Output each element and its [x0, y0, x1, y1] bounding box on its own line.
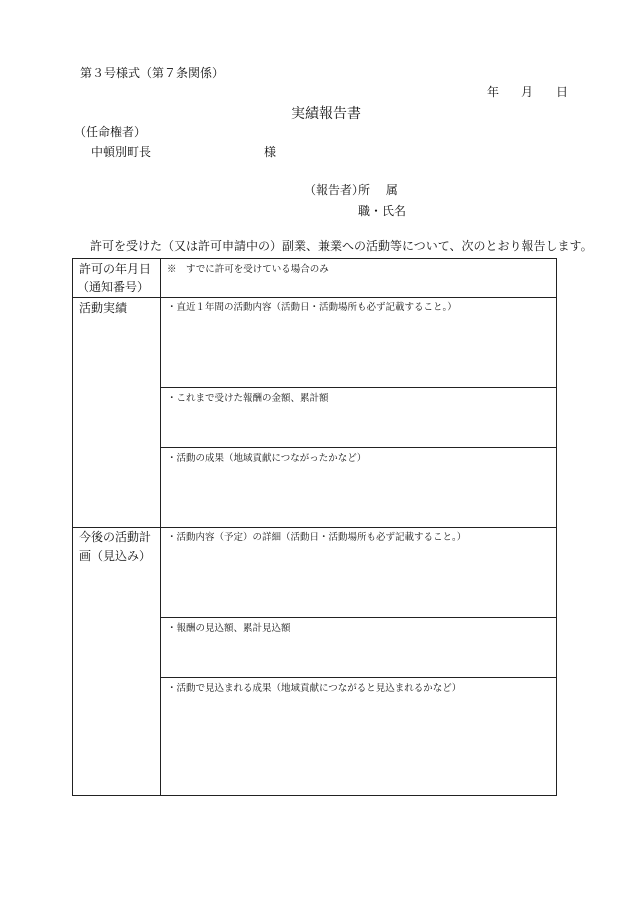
reporter-label: （報告者）: [304, 183, 365, 197]
table-row-divider: [73, 297, 556, 298]
date-month-label: 月: [521, 85, 534, 99]
addressee-name: 中頓別町長: [91, 145, 152, 159]
form-number: 第３号様式（第７条関係）: [80, 66, 225, 80]
activity-results-label: 活動実績: [79, 301, 128, 315]
appointer-label: （任命権者）: [74, 125, 147, 139]
table-row-divider: [160, 387, 556, 388]
future-plan-item: ・報酬の見込額、累計見込額: [167, 623, 291, 634]
future-plan-item: ・活動で見込まれる成果（地域貢献につながると見込まれるかなど）: [167, 683, 462, 694]
table-row-divider: [160, 617, 556, 618]
date-day-label: 日: [556, 85, 569, 99]
permit-note: ※ すでに許可を受けている場合のみ: [167, 264, 329, 275]
table-row-divider: [73, 527, 556, 528]
table-row-divider: [160, 677, 556, 678]
permit-number-label: （通知番号）: [77, 280, 150, 294]
addressee-honorific: 様: [264, 145, 277, 159]
intro-text: 許可を受けた（又は許可申請中の）副業、兼業への活動等について、次のとおり報告します。: [90, 239, 593, 253]
permit-date-label: 許可の年月日: [79, 262, 152, 276]
report-table: [72, 258, 557, 796]
activity-results-item: ・これまで受けた報酬の金額、累計額: [167, 393, 329, 404]
reporter-affiliation-label: 所 属: [358, 183, 398, 197]
page-title: 実績報告書: [291, 106, 361, 122]
table-row-divider: [160, 447, 556, 448]
activity-results-item: ・直近１年間の活動内容（活動日・活動場所も必ず記載すること。）: [167, 302, 457, 313]
future-plan-label-line1: 今後の活動計: [79, 530, 152, 544]
activity-results-item: ・活動の成果（地域貢献につながったかなど）: [167, 453, 367, 464]
future-plan-label-line2: 画（見込み）: [79, 549, 152, 563]
reporter-position-name-label: 職・氏名: [358, 204, 407, 218]
future-plan-item: ・活動内容（予定）の詳細（活動日・活動場所も必ず記載すること。）: [167, 532, 467, 543]
date-year-label: 年: [487, 85, 500, 99]
